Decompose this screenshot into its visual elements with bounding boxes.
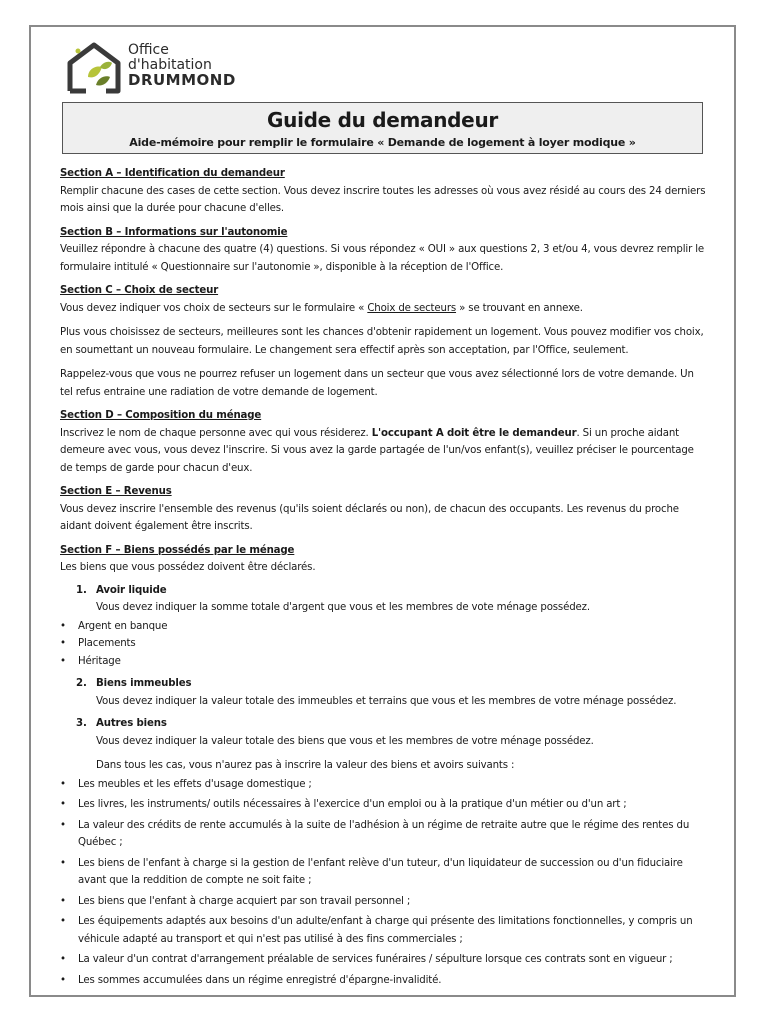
item-1-text: Vous devez indiquer la somme totale d'argent que vous et les membres de vote ménage possédez. [96, 602, 590, 613]
section-e [60, 483, 708, 536]
section-f [60, 542, 708, 990]
item-label-avoir-liquide: Avoir liquide [96, 584, 167, 596]
item-3-text: Vous devez indiquer la valeur totale des biens que vous et les membres de votre ménage possédez. [96, 735, 594, 747]
list-item: • Les biens que l'enfant à charge acquiert par son travail personnel ; [60, 893, 708, 911]
section-c-p1-text-end: » se trouvant en annexe. [456, 302, 583, 314]
office-logo [66, 41, 266, 99]
item-2-text: Vous devez indiquer la valeur totale des immeubles et terrains que vous et les membres de votre ménage possédez. [96, 695, 677, 707]
list-item: • Placements [60, 635, 708, 653]
list-item: • Les biens de l'enfant à charge si la gestion de l'enfant relève d'un tuteur, d'un liquidateur de succession ou d'un fiduciaire avant que la reddition de compte ne soit faite ; [60, 855, 708, 890]
logo-text-drummond: DRUMMOND [128, 71, 236, 89]
list-item: • Héritage [60, 653, 708, 671]
section-e-heading: Section E – Revenus [60, 486, 172, 497]
choix-de-secteurs-link[interactable]: Choix de secteurs [367, 302, 457, 314]
section-a-heading: Section A – Identification du demandeur [60, 168, 285, 179]
item-3-bullet-list [60, 776, 708, 990]
section-c-paragraph-3: Rappelez-vous que vous ne pourrez refuser un logement dans un secteur que vous avez sélectionné lors de votre demande. Un tel refus entraine une radiation de votre demande de logement. [60, 369, 694, 398]
list-item: • Les meubles et les effets d'usage domestique ; [60, 776, 708, 794]
section-f-intro: Les biens que vous possédez doivent être déclarés. [60, 562, 316, 573]
section-c-p1-text: Vous devez indiquer vos choix de secteurs sur le formulaire « [60, 302, 368, 314]
logo-text-habitation: d'habitation [128, 57, 212, 73]
list-item: • Les équipements adaptés aux besoins d'un adulte/enfant à charge qui présente des limitations fonctionnelles, y compris un véhicule adapté au transport et qui n'est pas utilisé à des fins commerciales ; [60, 913, 708, 948]
item-number: 1. [76, 584, 87, 596]
page-subtitle: Aide-mémoire pour remplir le formulaire « Demande de logement à loyer modique » [129, 136, 636, 149]
house-leaf-icon [66, 41, 126, 95]
section-f-heading: Section F – Biens possédés par le ménage [60, 544, 295, 556]
section-b-text: Veuillez répondre à chacune des quatre (4) questions. Si vous répondez « OUI » aux questions 2, 3 et/ou 4, vous devrez remplir le formulaire intitulé « Questionnaire sur l'autonomie », disponible à la réception de l'Office. [60, 244, 705, 273]
item-3-text-2: Dans tous les cas, vous n'aurez pas à inscrire la valeur des biens et avoirs suivants : [96, 760, 515, 771]
document-body [60, 165, 708, 995]
section-d-text-bold: L'occupant A doit être le demandeur [371, 427, 577, 439]
list-item: • Les sommes accumulées dans un régime enregistré d'épargne-invalidité. [60, 972, 708, 990]
list-item: • Argent en banque [60, 618, 708, 636]
item-number: 3. [76, 718, 87, 729]
section-d-text-start: Inscrivez le nom de chaque personne avec qui vous résiderez. [60, 427, 372, 439]
item-label-biens-immeubles: Biens immeubles [96, 678, 192, 689]
logo-text-office: Office [128, 42, 169, 58]
section-b-heading: Section B – Informations sur l'autonomie [60, 226, 288, 238]
section-c-heading: Section C – Choix de secteur [60, 285, 219, 296]
section-b [60, 224, 708, 277]
item-label-autres-biens: Autres biens [96, 718, 167, 729]
section-a [60, 165, 708, 218]
section-d-text [60, 425, 708, 478]
section-d-heading: Section D – Composition du ménage [60, 410, 262, 421]
numbered-item-1 [76, 582, 708, 600]
title-box [62, 102, 703, 154]
numbered-item-2 [76, 675, 708, 693]
item-1-bullet-list [60, 618, 708, 671]
section-a-text: Remplir chacune des cases de cette section. Vous devez inscrire toutes les adresses où vous avez résidé au cours des 24 derniers mois ainsi que la durée pour chacune d'elles. [60, 185, 706, 214]
document-page [29, 25, 736, 997]
section-e-text: Vous devez inscrire l'ensemble des revenus (qu'ils soient déclarés ou non), de chacun des occupants. Les revenus du proche aidant doivent également être inscrits. [60, 503, 679, 532]
list-item: • La valeur des crédits de rente accumulés à la suite de l'adhésion à un régime de retraite autre que le régime des rentes du Québec ; [60, 817, 708, 852]
section-c-paragraph-2: Plus vous choisissez de secteurs, meilleures sont les chances d'obtenir rapidement un logement. Vous pouvez modifier vos choix, en soumettant un nouveau formulaire. Le changement sera effectif après son acceptation, par l'Office, seulement. [60, 327, 704, 356]
list-item: • Les livres, les instruments/ outils nécessaires à l'exercice d'un emploi ou à la pratique d'un métier ou d'un art ; [60, 796, 708, 814]
section-d-text-end: . Si un proche aidant demeure avec vous, vous devez l'inscrire. Si vous avez la garde partagée de l'un/vos enfant(s), veuillez préciser le pourcentage de temps de garde pour chacun d'eux. [60, 427, 694, 474]
list-item: • La valeur d'un contrat d'arrangement préalable de services funéraires / sépulture lorsque ces contrats sont en vigueur ; [60, 951, 708, 969]
numbered-item-3 [76, 715, 708, 733]
page-title: Guide du demandeur [267, 108, 498, 132]
section-c-paragraph-1 [60, 300, 708, 318]
item-number: 2. [76, 678, 87, 689]
section-c [60, 282, 708, 401]
section-d [60, 407, 708, 477]
